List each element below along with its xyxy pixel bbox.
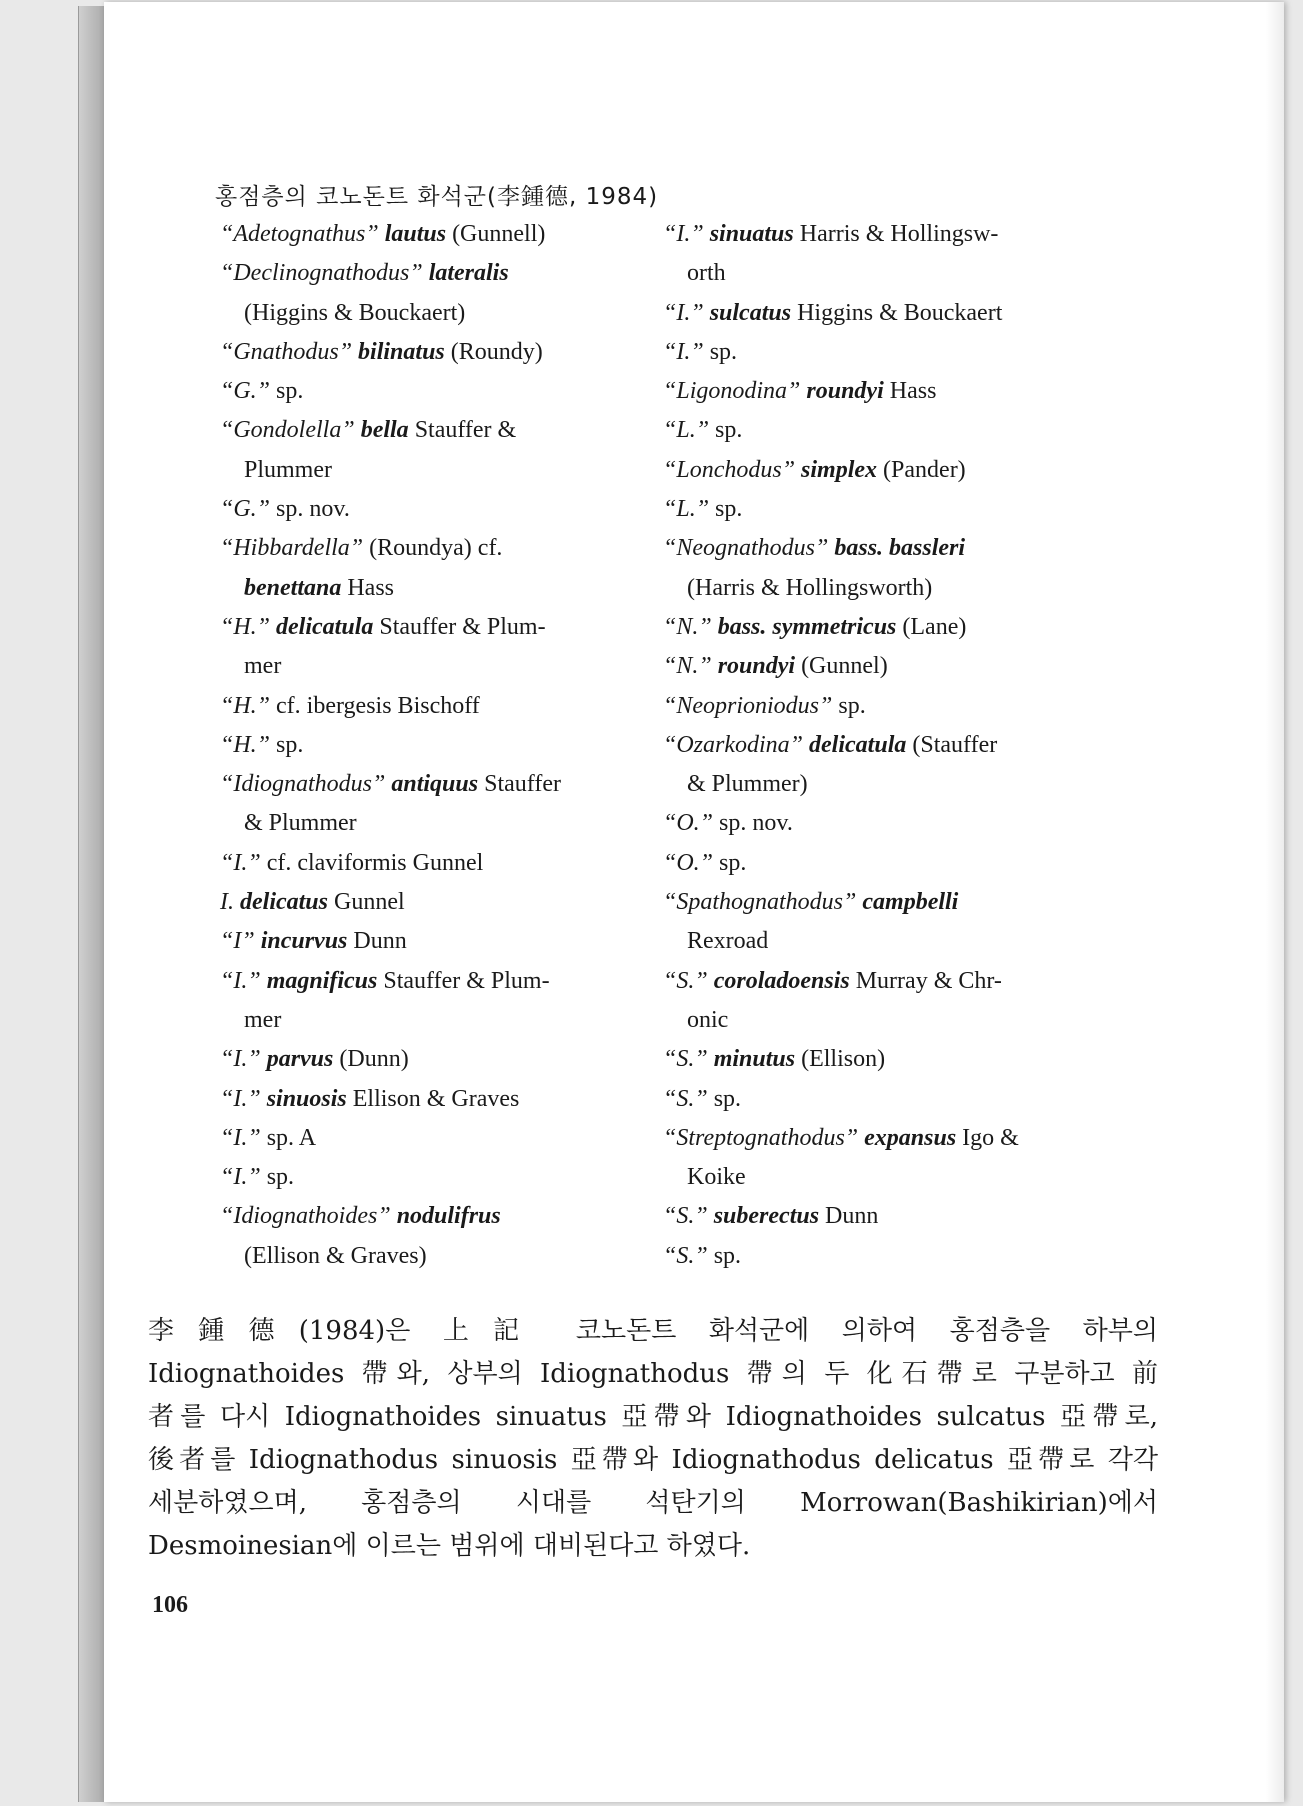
author-text: (Ellison & Graves) (244, 1242, 427, 1269)
species-name: delicatula (809, 731, 907, 758)
genus-name: “H.” (220, 692, 277, 719)
species-entry (663, 411, 1183, 450)
species-entry (663, 687, 1183, 726)
author-text: Harris & Hollingsw- (793, 221, 999, 247)
author-text: Hass (883, 378, 937, 405)
species-entry (220, 962, 660, 1001)
author-text: Stauffer & (408, 417, 517, 444)
species-entry (220, 765, 660, 804)
species-entry (663, 451, 1183, 490)
genus-name: “Gnathodus” (220, 338, 359, 365)
author-text: Stauffer & Plum- (373, 613, 546, 640)
genus-name: “H.” (220, 731, 277, 758)
genus-name: “S.” (663, 967, 714, 994)
body-line: 者를 다시 Idiognathoides sinuatus 亞帶와 Idiognathoides sulcatus 亞帶로, (148, 1402, 1158, 1432)
species-entry (663, 294, 1183, 333)
body-line: 後者를 Idiognathodus sinuosis 亞帶와 Idiognathodus delicatus 亞帶로 각각 (148, 1445, 1158, 1475)
species-entry (220, 608, 660, 647)
genus-name: “I.” (220, 1124, 267, 1151)
species-entry (663, 922, 1183, 961)
species-entry (220, 1080, 660, 1119)
body-paragraph (148, 1310, 1158, 1568)
genus-name: “Hibbardella” (220, 535, 370, 562)
author-text: Dunn (819, 1203, 879, 1230)
species-entry (220, 883, 660, 922)
author-text: Gunnel (328, 889, 405, 916)
author-text: & Plummer (244, 810, 357, 837)
genus-name: “I” (220, 928, 261, 955)
species-name: antiquus (391, 771, 479, 798)
species-entry (220, 1119, 660, 1158)
species-entry (220, 804, 660, 843)
species-name: roundyi (806, 378, 884, 405)
author-text: mer (244, 1006, 282, 1033)
body-line: Desmoinesian에 이르는 범위에 대비된다고 하였다. (148, 1531, 751, 1561)
species-entry (663, 1158, 1183, 1197)
species-entry (663, 765, 1183, 804)
species-name: incurvus (260, 928, 348, 955)
species-entry (220, 372, 660, 411)
species-entry (663, 529, 1183, 568)
species-entry (220, 215, 660, 254)
author-text: sp. (713, 1242, 742, 1269)
genus-name: “Streptognathodus” (663, 1124, 865, 1151)
species-name: coroladoensis (713, 967, 850, 994)
genus-name: “G.” (220, 378, 277, 405)
author-text: Stauffer (478, 771, 561, 798)
species-entry (663, 1001, 1183, 1040)
species-entry (663, 726, 1183, 765)
genus-name: “Declinognathodus” (220, 260, 429, 287)
genus-name: “Spathognathodus” (663, 889, 863, 916)
author-text: Hass (341, 574, 395, 601)
species-name: magnificus (266, 967, 378, 994)
species-entry (663, 215, 1183, 254)
author-text: Higgins & Bouckaert (791, 299, 1003, 326)
author-text: Rexroad (687, 928, 769, 955)
species-entry (663, 1197, 1183, 1236)
body-line: 세분하였으며, 홍점층의 시대를 석탄기의 Morrowan(Bashikirian)에서 (148, 1488, 1158, 1518)
author-text: Koike (687, 1164, 746, 1191)
author-text: (Harris & Hollingsworth) (687, 574, 933, 601)
genus-name: “L.” (663, 496, 716, 523)
genus-name: “Adetognathus” (220, 221, 385, 247)
genus-name: “S.” (663, 1242, 714, 1269)
author-text: sp. (713, 1085, 742, 1112)
author-text: Plummer (244, 456, 332, 483)
species-entry (663, 1080, 1183, 1119)
genus-name: “O.” (663, 810, 720, 837)
author-text: & Plummer) (687, 771, 808, 798)
species-entry (663, 804, 1183, 843)
genus-name: “H.” (220, 613, 277, 640)
author-text: Ellison & Graves (346, 1085, 520, 1112)
species-entry (220, 687, 660, 726)
species-name: delicatula (276, 613, 374, 640)
species-entry (663, 254, 1183, 293)
species-name: lateralis (428, 260, 509, 287)
species-name: sinuatus (709, 221, 794, 247)
genus-name: “Idiognathoides” (220, 1203, 397, 1230)
page-number: 106 (152, 1592, 188, 1618)
author-text: sp. nov. (719, 810, 793, 837)
genus-name: “Idiognathodus” (220, 771, 392, 798)
species-name: delicatus (240, 889, 328, 916)
genus-name: “S.” (663, 1085, 714, 1112)
species-name: campbelli (862, 889, 959, 916)
genus-name: “Lonchodus” (663, 456, 802, 483)
author-text: sp. (709, 338, 738, 365)
author-text: Stauffer & Plum- (377, 967, 550, 994)
species-entry (220, 294, 660, 333)
species-entry (220, 333, 660, 372)
genus-name: “I.” (663, 338, 710, 365)
species-entry (663, 1040, 1183, 1079)
author-text: (Gunnel) (795, 653, 888, 680)
genus-name: “N.” (663, 653, 718, 680)
species-name: nodulifrus (396, 1203, 501, 1230)
species-name: bilinatus (358, 338, 445, 365)
author-text: Murray & Chr- (849, 967, 1002, 994)
genus-name: “N.” (663, 613, 718, 640)
author-text: (Dunn) (333, 1046, 409, 1073)
author-text: sp. (276, 731, 304, 758)
genus-name: “I.” (663, 299, 710, 326)
genus-name: “I.” (663, 221, 710, 247)
genus-name: “Ozarkodina” (663, 731, 810, 758)
species-entry (220, 569, 660, 608)
genus-name: “I.” (220, 967, 267, 994)
page-edge (1266, 2, 1284, 1802)
author-text: sp. (719, 849, 747, 876)
book-spine (78, 6, 107, 1802)
section-heading: 홍점층의 코노돈트 화석군(李鍾德, 1984) (215, 184, 659, 210)
species-entry (220, 1158, 660, 1197)
genus-name: “Neognathodus” (663, 535, 835, 562)
author-text: orth (687, 260, 726, 287)
genus-name: I. (220, 889, 240, 916)
species-entry (220, 529, 660, 568)
species-name: simplex (801, 456, 878, 483)
species-entry (663, 647, 1183, 686)
species-entry (663, 490, 1183, 529)
species-name: sulcatus (709, 299, 792, 326)
species-name: parvus (266, 1046, 334, 1073)
species-entry (663, 1119, 1183, 1158)
author-text: sp. (838, 692, 866, 719)
author-text: onic (687, 1006, 729, 1033)
species-entry (220, 922, 660, 961)
species-entry (220, 647, 660, 686)
genus-name: “S.” (663, 1046, 714, 1073)
author-text: sp. (715, 417, 743, 444)
species-list-right (663, 215, 1183, 1276)
genus-name: “I.” (220, 849, 267, 876)
species-entry (220, 1237, 660, 1276)
author-text: (Ellison) (795, 1046, 886, 1073)
author-text: (Roundya) cf. (369, 535, 503, 562)
species-entry (663, 608, 1183, 647)
body-line: 李鍾德(1984)은 上記 코노돈트 화석군에 의하여 홍점층을 하부의 (148, 1316, 1158, 1346)
author-text: sp. nov. (276, 496, 350, 523)
author-text: sp. (266, 1164, 295, 1191)
species-entry (663, 962, 1183, 1001)
genus-name: “S.” (663, 1203, 714, 1230)
genus-name: “Ligonodina” (663, 378, 807, 405)
species-entry (220, 411, 660, 450)
author-text: (Pander) (877, 456, 966, 483)
species-entry (220, 726, 660, 765)
species-entry (220, 1197, 660, 1236)
author-text: mer (244, 653, 282, 680)
author-text: sp. (715, 496, 743, 523)
species-entry (663, 333, 1183, 372)
species-entry (220, 1001, 660, 1040)
author-text: sp. A (266, 1124, 317, 1151)
author-text: sp. (276, 378, 304, 405)
author-text: Dunn (347, 928, 407, 955)
species-name: roundyi (717, 653, 796, 680)
species-name: minutus (713, 1046, 796, 1073)
author-text: cf. claviformis Gunnel (266, 849, 484, 876)
species-entry (663, 1237, 1183, 1276)
species-list-left (220, 215, 660, 1276)
species-name: bass. symmetricus (717, 613, 897, 640)
species-entry (663, 844, 1183, 883)
genus-name: “O.” (663, 849, 720, 876)
author-text: cf. ibergesis Bischoff (276, 692, 480, 719)
genus-name: “I.” (220, 1164, 267, 1191)
species-entry (220, 1040, 660, 1079)
species-name: sinuosis (266, 1085, 347, 1112)
author-text: (Higgins & Bouckaert) (244, 299, 466, 326)
species-name: benettana (244, 574, 342, 601)
species-name: lautus (384, 221, 447, 247)
genus-name: “I.” (220, 1085, 267, 1112)
species-name: expansus (864, 1124, 957, 1151)
species-entry (663, 883, 1183, 922)
genus-name: “Neoprioniodus” (663, 692, 839, 719)
genus-name: “I.” (220, 1046, 267, 1073)
species-entry (220, 451, 660, 490)
author-text: Igo & (956, 1124, 1019, 1151)
author-text: (Roundy) (444, 338, 543, 365)
author-text: (Lane) (896, 613, 967, 640)
species-name: bass. bassleri (834, 535, 966, 562)
author-text: (Gunnell) (446, 221, 546, 247)
species-entry (663, 569, 1183, 608)
species-entry (220, 254, 660, 293)
genus-name: “Gondolella” (220, 417, 361, 444)
author-text: (Stauffer (906, 731, 998, 758)
species-name: bella (360, 417, 409, 444)
species-entry (663, 372, 1183, 411)
species-entry (220, 490, 660, 529)
body-line: Idiognathoides 帶와, 상부의 Idiognathodus 帶의 두 化石帶로 구분하고 前 (148, 1359, 1158, 1389)
species-entry (220, 844, 660, 883)
genus-name: “L.” (663, 417, 716, 444)
species-name: suberectus (713, 1203, 820, 1230)
genus-name: “G.” (220, 496, 277, 523)
